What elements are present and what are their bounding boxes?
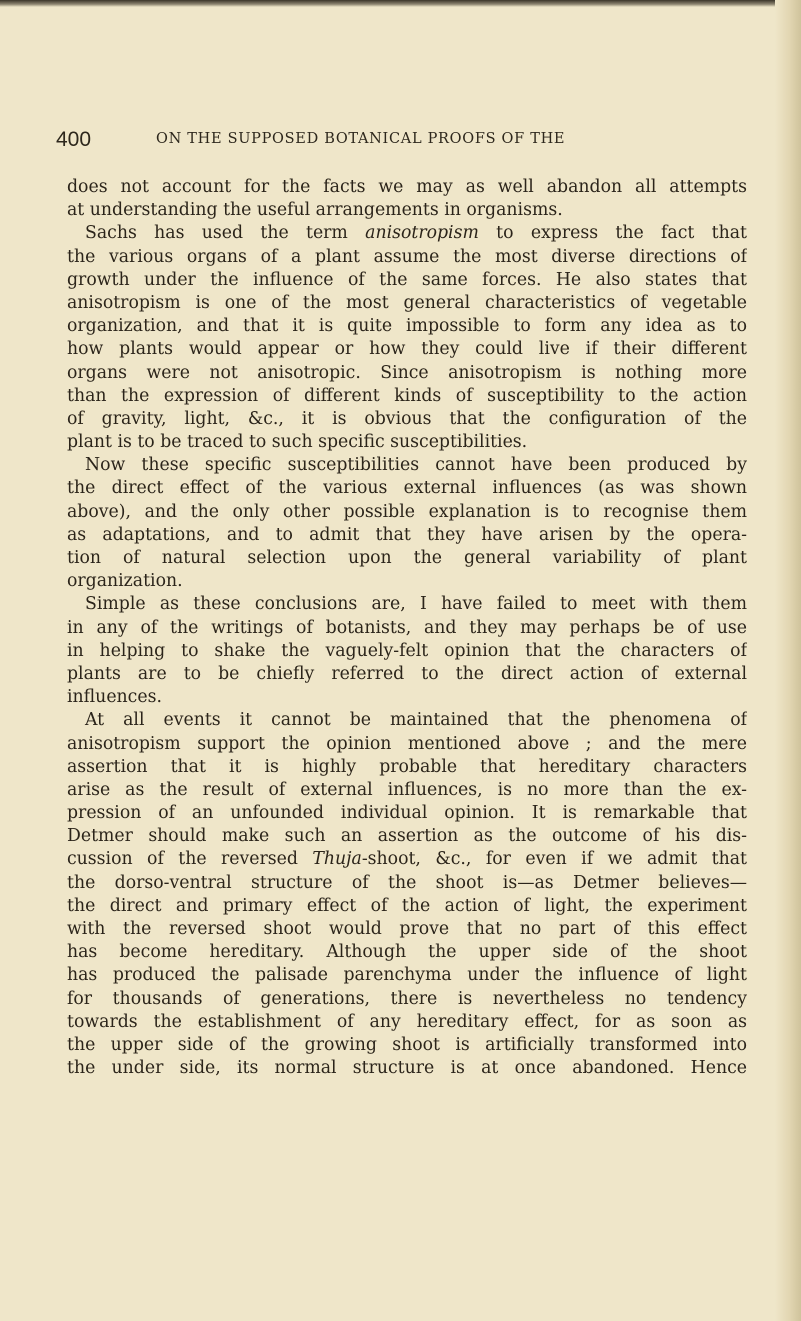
text-line: the direct effect of the various external influences (as was shown: [67, 478, 747, 499]
text-line: anisotropism is one of the most general characteristics of vegetable: [67, 292, 747, 313]
page-number: 400: [56, 128, 92, 151]
text-line: in helping to shake the vaguely-felt opinion that the characters of: [67, 640, 747, 661]
text-line: Detmer should make such an assertion as the outcome of his dis-: [67, 826, 747, 847]
text-line: the direct and primary effect of the action of light, the experiment: [67, 895, 747, 916]
page-right-edge-shadow: [775, 0, 801, 1321]
text-line: plant is to be traced to such specific susceptibilities.: [67, 432, 528, 453]
italic-term: anisotropism: [365, 223, 479, 244]
text-line: in any of the writings of botanists, and they may perhaps be of use: [67, 617, 747, 638]
text-run: cussion of the reversed: [67, 849, 313, 870]
text-run: to express the fact that: [478, 223, 747, 244]
text-run: -shoot, &c., for even if we admit that: [361, 849, 747, 870]
text-line: organization.: [67, 571, 183, 592]
text-line: towards the establishment of any hereditary effect, for as soon as: [67, 1011, 747, 1032]
italic-term: Thuja: [312, 849, 362, 870]
paragraph: [67, 454, 747, 593]
text-line: assertion that it is highly probable that hereditary characters: [67, 756, 747, 777]
text-line: organization, and that it is quite impossible to form any idea as to: [67, 316, 747, 337]
text-line: pression of an unfounded individual opinion. It is remarkable that: [67, 803, 747, 824]
text-line: At all events it cannot be maintained that the phenomena of: [85, 710, 747, 731]
page-header: [56, 128, 746, 150]
text-line: [67, 848, 747, 871]
text-line: the upper side of the growing shoot is artificially transformed into: [67, 1034, 747, 1055]
text-line: does not account for the facts we may as well abandon all attempts: [67, 177, 747, 197]
text-line: above), and the only other possible explanation is to recognise them: [67, 501, 747, 522]
text-line: has become hereditary. Although the upper side of the shoot: [67, 942, 747, 963]
text-line: [67, 222, 747, 245]
paragraph: [67, 176, 747, 222]
text-line: with the reversed shoot would prove that no part of this effect: [67, 919, 747, 939]
text-line: organs were not anisotropic. Since anisotropism is nothing more: [67, 362, 747, 383]
body-text: [67, 176, 747, 1080]
text-line: of gravity, light, &c., it is obvious that the configuration of the: [67, 408, 747, 429]
text-line: Now these specific susceptibilities cannot have been produced by: [85, 455, 747, 476]
text-line: the various organs of a plant assume the most diverse directions of: [67, 246, 747, 267]
running-head: ON THE SUPPOSED BOTANICAL PROOFS OF THE: [156, 131, 566, 147]
paragraph: [67, 709, 747, 1080]
text-line: the under side, its normal structure is at once abandoned. Hence: [67, 1058, 747, 1079]
text-line: than the expression of different kinds of susceptibility to the action: [67, 385, 747, 406]
text-run: Sachs has used the term: [85, 223, 366, 244]
page-top-edge: [0, 0, 801, 7]
text-line: growth under the influence of the same forces. He also states that: [67, 269, 747, 290]
text-line: the dorso-ventral structure of the shoot is—as Detmer believes—: [67, 872, 747, 893]
text-line: influences.: [67, 687, 162, 708]
text-line: has produced the palisade parenchyma under the influence of light: [67, 965, 747, 986]
text-line: arise as the result of external influences, is no more than the ex-: [67, 779, 747, 800]
text-line: plants are to be chiefly referred to the direct action of external: [67, 663, 747, 684]
text-line: how plants would appear or how they could live if their different: [67, 339, 747, 360]
text-line: tion of natural selection upon the general variability of plant: [67, 548, 747, 568]
paragraph: [67, 222, 747, 454]
text-line: at understanding the useful arrangements in organisms.: [67, 200, 563, 221]
paragraph: [67, 593, 747, 709]
text-line: Simple as these conclusions are, I have failed to meet with them: [85, 594, 747, 615]
text-line: as adaptations, and to admit that they have arisen by the opera-: [67, 524, 747, 545]
text-line: for thousands of generations, there is nevertheless no tendency: [67, 988, 747, 1009]
text-line: anisotropism support the opinion mentioned above ; and the mere: [67, 733, 747, 754]
